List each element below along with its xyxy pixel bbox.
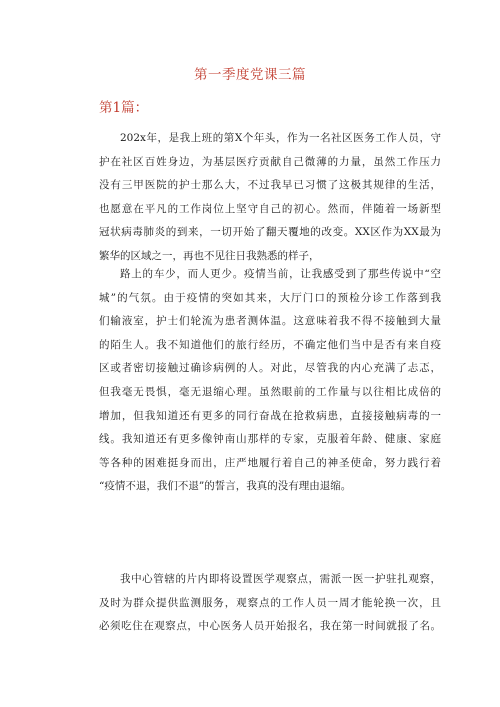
paragraph-line: 也愿意在平凡的工作岗位上坚守自己的初心。然而，伴随着一场新型	[99, 202, 441, 215]
paragraph-2	[99, 263, 441, 499]
paragraph-line: 繁华的区域之一，再也不见往日我熟悉的样子，	[99, 249, 320, 262]
paragraph-line: 没有三甲医院的护士那么大，不过我早已习惯了这极其规律的生活，	[99, 179, 441, 192]
paragraph-line: 及时为群众提供监测服务，观察点的工作人员一周才能轮换一次，且	[99, 596, 441, 609]
paragraph-3	[99, 568, 441, 639]
paragraph-line: “疫情不退，我们不退”的誓言，我真的没有理由退缩。	[99, 480, 352, 493]
paragraph-line: 路上的车少，而人更少。疫情当前，让我感受到了那些传说中“空	[120, 268, 441, 280]
paragraph-line: 线。我知道还有更多像钟南山那样的专家，克服着年龄、健康、家庭	[99, 433, 441, 446]
paragraph-line: 冠状病毒肺炎的到来，一切开始了翻天覆地的改变。XX区作为XX最为	[99, 226, 441, 239]
paragraph-line: 城”的气氛。由于疫情的突如其来，大厅门口的预检分诊工作落到我	[99, 291, 441, 304]
paragraph-line: 必须吃住在观察点，中心医务人员开始报名，我在第一时间就报了名。	[99, 620, 441, 633]
paragraph-line: 的陌生人。我不知道他们的旅行经历，不确定他们当中是否有来自疫	[99, 338, 441, 351]
paragraph-line: 但我毫无畏惧，毫无退缩心理。虽然眼前的工作量与以往相比成倍的	[99, 385, 441, 398]
paragraph-line: 等各种的困难挺身而出，庄严地履行着自己的神圣使命，努力践行着	[99, 456, 441, 469]
paragraph-line: 增加，但我知道还有更多的同行奋战在抢救病患，直接接触病毒的一	[99, 409, 441, 422]
paragraph-line: 202x年，是我上班的第X个年头，作为一名社区医务工作人员，守	[120, 132, 441, 144]
paragraph-line: 我中心管辖的片内即将设置医学观察点，需派一医一护驻扎观察，	[120, 573, 441, 585]
paragraph-1	[99, 127, 441, 269]
paragraph-line: 们输液室，护士们轮流为患者测体温。这意味着我不得不接触到大量	[99, 315, 441, 328]
paragraph-line: 护在社区百姓身边，为基层医疗贡献自己微薄的力量，虽然工作压力	[99, 155, 441, 168]
document-title: 第一季度党课三篇	[194, 67, 306, 83]
paragraph-line: 区或者密切接触过确诊病例的人。对此，尽管我的内心充满了忐忑，	[99, 362, 441, 375]
section-heading: 第1篇：	[99, 100, 149, 116]
